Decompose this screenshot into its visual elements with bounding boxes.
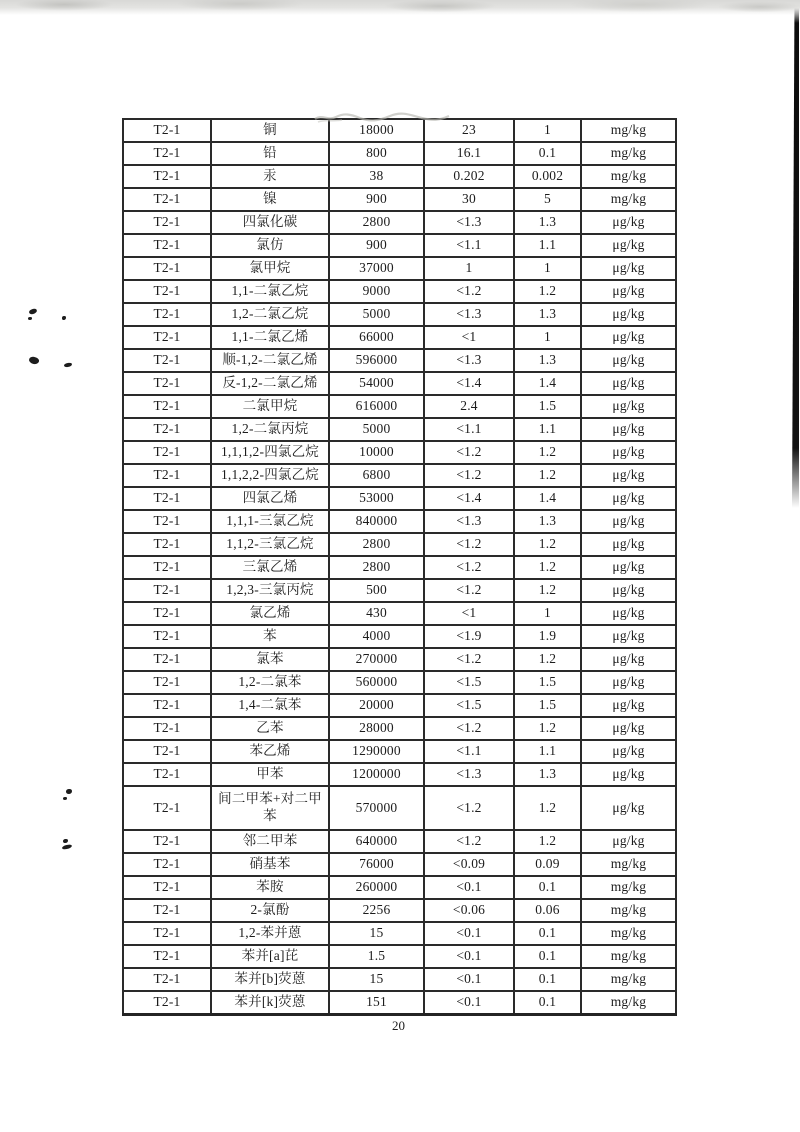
ink-speck — [28, 317, 32, 320]
unit-cell: μg/kg — [581, 395, 676, 418]
detection-limit-cell: 1.3 — [514, 349, 581, 372]
sample-id-cell: T2-1 — [123, 968, 211, 991]
result-cell: 1 — [424, 257, 514, 280]
result-cell: <1.2 — [424, 717, 514, 740]
result-cell: <1.2 — [424, 830, 514, 853]
sample-id-cell: T2-1 — [123, 211, 211, 234]
analyte-name-cell: 甲苯 — [211, 763, 329, 786]
result-cell: <1.3 — [424, 510, 514, 533]
result-cell: <1.2 — [424, 464, 514, 487]
analyte-name-cell: 铅 — [211, 142, 329, 165]
table-row — [123, 211, 676, 234]
analyte-name-cell: 三氯乙烯 — [211, 556, 329, 579]
result-cell: 2.4 — [424, 395, 514, 418]
value-cell: 15 — [329, 922, 424, 945]
analyte-name-cell: 1,4-二氯苯 — [211, 694, 329, 717]
unit-cell: μg/kg — [581, 211, 676, 234]
detection-limit-cell: 0.1 — [514, 991, 581, 1015]
value-cell: 38 — [329, 165, 424, 188]
result-cell: <1.2 — [424, 533, 514, 556]
result-cell: <1.1 — [424, 740, 514, 763]
unit-cell: μg/kg — [581, 303, 676, 326]
value-cell: 840000 — [329, 510, 424, 533]
sample-id-cell: T2-1 — [123, 763, 211, 786]
unit-cell: μg/kg — [581, 694, 676, 717]
sample-id-cell: T2-1 — [123, 671, 211, 694]
unit-cell: μg/kg — [581, 763, 676, 786]
table-row — [123, 441, 676, 464]
sample-id-cell: T2-1 — [123, 922, 211, 945]
value-cell: 900 — [329, 188, 424, 211]
detection-limit-cell: 1 — [514, 257, 581, 280]
table-row — [123, 625, 676, 648]
unit-cell: μg/kg — [581, 533, 676, 556]
analyte-name-cell: 苯并[b]荧蒽 — [211, 968, 329, 991]
unit-cell: mg/kg — [581, 968, 676, 991]
detection-limit-cell: 1.2 — [514, 830, 581, 853]
ink-speck — [62, 316, 66, 320]
value-cell: 430 — [329, 602, 424, 625]
detection-limit-cell: 0.1 — [514, 922, 581, 945]
result-cell: <1.2 — [424, 556, 514, 579]
analyte-name-cell: 苯并[k]荧蒽 — [211, 991, 329, 1015]
result-cell: <0.1 — [424, 945, 514, 968]
unit-cell: μg/kg — [581, 464, 676, 487]
analyte-name-cell: 1,1-二氯乙烯 — [211, 326, 329, 349]
value-cell: 500 — [329, 579, 424, 602]
analyte-name-cell: 镍 — [211, 188, 329, 211]
sample-id-cell: T2-1 — [123, 625, 211, 648]
detection-limit-cell: 1 — [514, 602, 581, 625]
result-cell: <1.1 — [424, 418, 514, 441]
sample-id-cell: T2-1 — [123, 165, 211, 188]
result-cell: <1.4 — [424, 372, 514, 395]
value-cell: 66000 — [329, 326, 424, 349]
detection-limit-cell: 1.2 — [514, 533, 581, 556]
result-cell: <1.3 — [424, 303, 514, 326]
table-row — [123, 968, 676, 991]
table-row — [123, 648, 676, 671]
unit-cell: μg/kg — [581, 671, 676, 694]
ink-speck — [28, 308, 37, 315]
table-row — [123, 418, 676, 441]
value-cell: 800 — [329, 142, 424, 165]
analyte-name-cell: 氯乙烯 — [211, 602, 329, 625]
table-row — [123, 326, 676, 349]
sample-id-cell: T2-1 — [123, 188, 211, 211]
result-cell: <1.2 — [424, 441, 514, 464]
table-row — [123, 671, 676, 694]
table-row — [123, 487, 676, 510]
detection-limit-cell: 1.3 — [514, 763, 581, 786]
sample-id-cell: T2-1 — [123, 487, 211, 510]
value-cell: 1290000 — [329, 740, 424, 763]
result-cell: 0.202 — [424, 165, 514, 188]
value-cell: 4000 — [329, 625, 424, 648]
sample-id-cell: T2-1 — [123, 945, 211, 968]
result-cell: <1.1 — [424, 234, 514, 257]
unit-cell: mg/kg — [581, 899, 676, 922]
detection-limit-cell: 0.002 — [514, 165, 581, 188]
detection-limit-cell: 1.2 — [514, 717, 581, 740]
unit-cell: μg/kg — [581, 740, 676, 763]
table-row — [123, 142, 676, 165]
detection-limit-cell: 1.1 — [514, 418, 581, 441]
detection-limit-cell: 1.5 — [514, 694, 581, 717]
result-cell: <1.3 — [424, 211, 514, 234]
result-cell: <1 — [424, 326, 514, 349]
unit-cell: μg/kg — [581, 625, 676, 648]
detection-limit-cell: 0.1 — [514, 945, 581, 968]
detection-limit-cell: 1.2 — [514, 579, 581, 602]
analyte-name-cell: 硝基苯 — [211, 853, 329, 876]
table-row — [123, 395, 676, 418]
analyte-name-cell: 反-1,2-二氯乙烯 — [211, 372, 329, 395]
unit-cell: mg/kg — [581, 991, 676, 1015]
value-cell: 5000 — [329, 418, 424, 441]
value-cell: 18000 — [329, 119, 424, 142]
table-row — [123, 763, 676, 786]
results-table-body — [123, 119, 676, 1015]
detection-limit-cell: 0.06 — [514, 899, 581, 922]
analyte-name-cell: 四氯乙烯 — [211, 487, 329, 510]
sample-id-cell: T2-1 — [123, 395, 211, 418]
detection-limit-cell: 1.4 — [514, 487, 581, 510]
analyte-name-cell: 铜 — [211, 119, 329, 142]
analyte-name-cell: 1,1,2,2-四氯乙烷 — [211, 464, 329, 487]
detection-limit-cell: 1.2 — [514, 786, 581, 830]
analyte-name-cell: 顺-1,2-二氯乙烯 — [211, 349, 329, 372]
unit-cell: μg/kg — [581, 487, 676, 510]
result-cell: <0.09 — [424, 853, 514, 876]
table-row — [123, 234, 676, 257]
result-cell: <1.3 — [424, 763, 514, 786]
sample-id-cell: T2-1 — [123, 119, 211, 142]
sample-id-cell: T2-1 — [123, 372, 211, 395]
detection-limit-cell: 1.2 — [514, 648, 581, 671]
analyte-name-cell: 汞 — [211, 165, 329, 188]
unit-cell: μg/kg — [581, 648, 676, 671]
value-cell: 270000 — [329, 648, 424, 671]
result-cell: 30 — [424, 188, 514, 211]
detection-limit-cell: 1.2 — [514, 556, 581, 579]
detection-limit-cell: 1 — [514, 119, 581, 142]
table-row — [123, 602, 676, 625]
result-cell: <0.1 — [424, 991, 514, 1015]
analyte-name-cell: 1,1-二氯乙烷 — [211, 280, 329, 303]
unit-cell: μg/kg — [581, 556, 676, 579]
table-row — [123, 579, 676, 602]
ink-speck — [62, 844, 73, 850]
result-cell: <1.5 — [424, 671, 514, 694]
scan-edge-right — [792, 8, 799, 508]
table-row — [123, 899, 676, 922]
sample-id-cell: T2-1 — [123, 257, 211, 280]
value-cell: 260000 — [329, 876, 424, 899]
result-cell: <1.9 — [424, 625, 514, 648]
detection-limit-cell: 0.09 — [514, 853, 581, 876]
analyte-name-cell: 1,2-二氯苯 — [211, 671, 329, 694]
value-cell: 570000 — [329, 786, 424, 830]
sample-id-cell: T2-1 — [123, 830, 211, 853]
analyte-name-cell: 1,1,2-三氯乙烷 — [211, 533, 329, 556]
value-cell: 54000 — [329, 372, 424, 395]
result-cell: <1 — [424, 602, 514, 625]
value-cell: 37000 — [329, 257, 424, 280]
detection-limit-cell: 1.2 — [514, 441, 581, 464]
unit-cell: mg/kg — [581, 165, 676, 188]
unit-cell: mg/kg — [581, 119, 676, 142]
result-cell: 23 — [424, 119, 514, 142]
sample-id-cell: T2-1 — [123, 876, 211, 899]
value-cell: 560000 — [329, 671, 424, 694]
value-cell: 151 — [329, 991, 424, 1015]
table-row — [123, 188, 676, 211]
value-cell: 616000 — [329, 395, 424, 418]
detection-limit-cell: 5 — [514, 188, 581, 211]
unit-cell: μg/kg — [581, 510, 676, 533]
page-number: 20 — [392, 1018, 405, 1033]
unit-cell: μg/kg — [581, 579, 676, 602]
table-row — [123, 945, 676, 968]
analysis-results-table — [122, 118, 677, 1016]
value-cell: 2800 — [329, 533, 424, 556]
analyte-name-cell: 乙苯 — [211, 717, 329, 740]
result-cell: <1.2 — [424, 648, 514, 671]
value-cell: 6800 — [329, 464, 424, 487]
table-row — [123, 464, 676, 487]
detection-limit-cell: 1.5 — [514, 671, 581, 694]
analyte-name-cell: 1,1,1-三氯乙烷 — [211, 510, 329, 533]
sample-id-cell: T2-1 — [123, 602, 211, 625]
unit-cell: μg/kg — [581, 234, 676, 257]
sample-id-cell: T2-1 — [123, 303, 211, 326]
value-cell: 9000 — [329, 280, 424, 303]
value-cell: 20000 — [329, 694, 424, 717]
table-row — [123, 830, 676, 853]
detection-limit-cell: 0.1 — [514, 142, 581, 165]
sample-id-cell: T2-1 — [123, 234, 211, 257]
ink-speck — [63, 839, 68, 843]
analyte-name-cell: 1,1,1,2-四氯乙烷 — [211, 441, 329, 464]
analyte-name-cell: 间二甲苯+对二甲苯 — [211, 786, 329, 830]
unit-cell: mg/kg — [581, 188, 676, 211]
value-cell: 900 — [329, 234, 424, 257]
sample-id-cell: T2-1 — [123, 418, 211, 441]
sample-id-cell: T2-1 — [123, 991, 211, 1015]
table-row — [123, 853, 676, 876]
sample-id-cell: T2-1 — [123, 533, 211, 556]
ink-speck — [64, 362, 72, 367]
unit-cell: mg/kg — [581, 142, 676, 165]
result-cell: <1.2 — [424, 786, 514, 830]
detection-limit-cell: 1 — [514, 326, 581, 349]
result-cell: <0.1 — [424, 922, 514, 945]
table-row — [123, 876, 676, 899]
pencil-smudge — [312, 110, 452, 126]
table-row — [123, 786, 676, 830]
table-row — [123, 280, 676, 303]
detection-limit-cell: 1.1 — [514, 740, 581, 763]
analyte-name-cell: 苯 — [211, 625, 329, 648]
table-row — [123, 257, 676, 280]
ink-speck — [28, 356, 40, 366]
table-row — [123, 533, 676, 556]
detection-limit-cell: 1.3 — [514, 303, 581, 326]
result-cell: <1.5 — [424, 694, 514, 717]
sample-id-cell: T2-1 — [123, 899, 211, 922]
sample-id-cell: T2-1 — [123, 326, 211, 349]
detection-limit-cell: 1.2 — [514, 464, 581, 487]
unit-cell: μg/kg — [581, 441, 676, 464]
unit-cell: μg/kg — [581, 602, 676, 625]
table-row — [123, 349, 676, 372]
sample-id-cell: T2-1 — [123, 648, 211, 671]
unit-cell: μg/kg — [581, 786, 676, 830]
analyte-name-cell: 1,2-苯并蒽 — [211, 922, 329, 945]
detection-limit-cell: 0.1 — [514, 968, 581, 991]
analyte-name-cell: 四氯化碳 — [211, 211, 329, 234]
table-row — [123, 740, 676, 763]
value-cell: 596000 — [329, 349, 424, 372]
analyte-name-cell: 苯乙烯 — [211, 740, 329, 763]
analyte-name-cell: 氯甲烷 — [211, 257, 329, 280]
sample-id-cell: T2-1 — [123, 142, 211, 165]
sample-id-cell: T2-1 — [123, 740, 211, 763]
analyte-name-cell: 邻二甲苯 — [211, 830, 329, 853]
analyte-name-cell: 氯仿 — [211, 234, 329, 257]
detection-limit-cell: 1.3 — [514, 510, 581, 533]
result-cell: <1.4 — [424, 487, 514, 510]
value-cell: 640000 — [329, 830, 424, 853]
unit-cell: mg/kg — [581, 922, 676, 945]
value-cell: 53000 — [329, 487, 424, 510]
table-row — [123, 372, 676, 395]
unit-cell: μg/kg — [581, 372, 676, 395]
analyte-name-cell: 苯并[a]芘 — [211, 945, 329, 968]
sample-id-cell: T2-1 — [123, 786, 211, 830]
analyte-name-cell: 2-氯酚 — [211, 899, 329, 922]
detection-limit-cell: 1.4 — [514, 372, 581, 395]
value-cell: 2800 — [329, 556, 424, 579]
table-row — [123, 510, 676, 533]
table-row — [123, 922, 676, 945]
sample-id-cell: T2-1 — [123, 853, 211, 876]
table-row — [123, 991, 676, 1015]
scan-edge-top — [0, 0, 800, 15]
sample-id-cell: T2-1 — [123, 510, 211, 533]
result-cell: <0.1 — [424, 968, 514, 991]
result-cell: 16.1 — [424, 142, 514, 165]
value-cell: 15 — [329, 968, 424, 991]
value-cell: 1.5 — [329, 945, 424, 968]
value-cell: 76000 — [329, 853, 424, 876]
result-cell: <1.3 — [424, 349, 514, 372]
sample-id-cell: T2-1 — [123, 464, 211, 487]
unit-cell: μg/kg — [581, 326, 676, 349]
sample-id-cell: T2-1 — [123, 280, 211, 303]
unit-cell: mg/kg — [581, 876, 676, 899]
analyte-name-cell: 苯胺 — [211, 876, 329, 899]
unit-cell: mg/kg — [581, 853, 676, 876]
ink-speck — [63, 797, 67, 800]
sample-id-cell: T2-1 — [123, 694, 211, 717]
sample-id-cell: T2-1 — [123, 717, 211, 740]
ink-speck — [66, 789, 72, 794]
unit-cell: μg/kg — [581, 349, 676, 372]
detection-limit-cell: 1.3 — [514, 211, 581, 234]
analyte-name-cell: 1,2,3-三氯丙烷 — [211, 579, 329, 602]
detection-limit-cell: 1.2 — [514, 280, 581, 303]
table-row — [123, 303, 676, 326]
result-cell: <1.2 — [424, 280, 514, 303]
value-cell: 28000 — [329, 717, 424, 740]
table-row — [123, 556, 676, 579]
result-cell: <0.06 — [424, 899, 514, 922]
value-cell: 2800 — [329, 211, 424, 234]
detection-limit-cell: 0.1 — [514, 876, 581, 899]
unit-cell: mg/kg — [581, 945, 676, 968]
value-cell: 10000 — [329, 441, 424, 464]
sample-id-cell: T2-1 — [123, 441, 211, 464]
unit-cell: μg/kg — [581, 830, 676, 853]
detection-limit-cell: 1.5 — [514, 395, 581, 418]
value-cell: 1200000 — [329, 763, 424, 786]
value-cell: 5000 — [329, 303, 424, 326]
sample-id-cell: T2-1 — [123, 349, 211, 372]
analyte-name-cell: 氯苯 — [211, 648, 329, 671]
table-row — [123, 717, 676, 740]
result-cell: <0.1 — [424, 876, 514, 899]
unit-cell: μg/kg — [581, 280, 676, 303]
detection-limit-cell: 1.9 — [514, 625, 581, 648]
sample-id-cell: T2-1 — [123, 556, 211, 579]
analyte-name-cell: 1,2-二氯乙烷 — [211, 303, 329, 326]
detection-limit-cell: 1.1 — [514, 234, 581, 257]
table-row — [123, 165, 676, 188]
analyte-name-cell: 1,2-二氯丙烷 — [211, 418, 329, 441]
analyte-name-cell: 二氯甲烷 — [211, 395, 329, 418]
value-cell: 2256 — [329, 899, 424, 922]
result-cell: <1.2 — [424, 579, 514, 602]
sample-id-cell: T2-1 — [123, 579, 211, 602]
table-row — [123, 694, 676, 717]
unit-cell: μg/kg — [581, 257, 676, 280]
unit-cell: μg/kg — [581, 717, 676, 740]
unit-cell: μg/kg — [581, 418, 676, 441]
